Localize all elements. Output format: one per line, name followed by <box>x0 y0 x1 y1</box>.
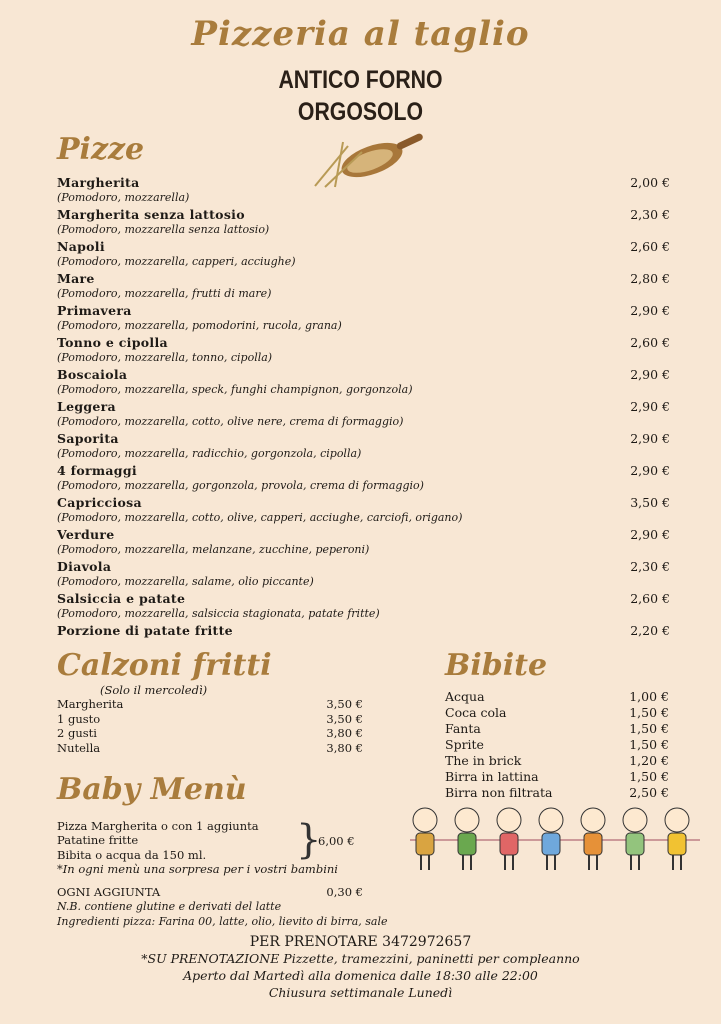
pizza-ingredients: (Pomodoro, mozzarella, tonno, cipolla) <box>57 351 273 364</box>
allergen-note: N.B. contiene glutine e derivati del latte <box>57 900 282 913</box>
pizza-item <box>57 431 670 461</box>
calzone-name: Margherita <box>57 697 124 711</box>
pizza-ingredients: (Pomodoro, mozzarella, salame, olio piccante) <box>57 575 314 588</box>
pizza-price: 2,60 € <box>630 335 670 350</box>
restaurant-name: ANTICO FORNO <box>278 66 443 94</box>
drink-name: Birra non filtrata <box>445 785 553 800</box>
closing-day: Chiusura settimanale Lunedì <box>268 985 453 1000</box>
restaurant-location: ORGOSOLO <box>297 98 424 126</box>
pizza-name: Boscaiola <box>57 367 128 382</box>
pizza-name: Tonno e cipolla <box>57 335 168 350</box>
pizza-ingredients: (Pomodoro, mozzarella, salsiccia stagionata, patate fritte) <box>57 607 380 620</box>
pizza-price: 3,50 € <box>630 495 670 510</box>
pizza-name: Porzione di patate fritte <box>57 623 233 638</box>
drink-price: 1,00 € <box>629 689 669 704</box>
calzone-item <box>57 712 363 727</box>
pizza-name: Leggera <box>57 399 116 414</box>
ingredients-note: Ingredienti pizza: Farina 00, latte, olio, lievito di birra, sale <box>57 915 388 928</box>
pizza-item <box>57 463 670 493</box>
pizza-item <box>57 591 670 621</box>
pizza-price: 2,90 € <box>630 463 670 478</box>
pizza-item <box>57 239 670 269</box>
pizza-ingredients: (Pomodoro, mozzarella) <box>57 191 190 204</box>
drink-item <box>445 706 669 721</box>
pizza-name: Salsiccia e patate <box>57 591 186 606</box>
baby-item: Patatine fritte <box>57 833 139 847</box>
pizza-price: 2,60 € <box>630 591 670 606</box>
pizza-name: Margherita senza lattosio <box>57 207 245 222</box>
baby-item: Pizza Margherita o con 1 aggiunta <box>57 819 259 833</box>
baby-note: *In ogni menù una sorpresa per i vostri bambini <box>57 862 338 876</box>
drink-name: Acqua <box>445 689 485 704</box>
drink-item <box>445 690 669 705</box>
calzoni-heading: Calzoni fritti <box>57 648 272 683</box>
drink-name: Fanta <box>445 721 481 736</box>
child-figure <box>581 808 605 870</box>
child-figure <box>623 808 647 870</box>
pizza-ingredients: (Pomodoro, mozzarella, cotto, olive nere, crema di formaggio) <box>57 415 404 428</box>
pizza-item <box>57 175 670 205</box>
pizza-name: Mare <box>57 271 95 286</box>
pizza-price: 2,30 € <box>630 559 670 574</box>
calzone-name: 2 gusti <box>57 726 97 740</box>
pizza-name: Primavera <box>57 303 132 318</box>
pizza-item <box>57 335 670 365</box>
calzone-price: 3,80 € <box>326 740 363 755</box>
pizza-ingredients: (Pomodoro, mozzarella senza lattosio) <box>57 223 270 236</box>
drink-name: Coca cola <box>445 705 507 720</box>
calzone-price: 3,50 € <box>326 697 363 711</box>
pizza-item <box>57 495 670 525</box>
pizza-price: 2,20 € <box>630 623 670 638</box>
calzone-item <box>57 697 363 712</box>
drink-item <box>445 786 669 801</box>
pizza-ingredients: (Pomodoro, mozzarella, cotto, olive, capperi, acciughe, carciofi, origano) <box>57 511 463 524</box>
pizza-name: Verdure <box>57 527 115 542</box>
extra-row <box>57 885 363 900</box>
pizza-item <box>57 399 670 429</box>
pizza-price: 2,80 € <box>630 271 670 286</box>
calzone-name: Nutella <box>57 740 101 755</box>
pizza-price: 2,90 € <box>630 527 670 542</box>
calzone-item <box>57 726 363 741</box>
drink-item <box>445 770 669 785</box>
pizza-name: Capricciosa <box>57 495 142 510</box>
pizza-ingredients: (Pomodoro, mozzarella, gorgonzola, provola, crema di formaggio) <box>57 479 424 492</box>
calzone-price: 3,80 € <box>326 726 363 740</box>
baby-menu-heading: Baby Menù <box>57 772 247 807</box>
pizza-price: 2,90 € <box>630 367 670 382</box>
booking-phone: PER PRENOTARE 3472972657 <box>249 934 472 950</box>
pizza-name: Napoli <box>57 239 105 254</box>
calzoni-note: (Solo il mercoledì) <box>100 683 208 697</box>
child-figure <box>413 808 437 870</box>
pizza-item <box>57 527 670 557</box>
child-figure <box>455 808 479 870</box>
calzone-name: 1 gusto <box>57 711 101 726</box>
pizza-price: 2,90 € <box>630 399 670 414</box>
pizza-item <box>57 559 670 589</box>
pizza-name: Diavola <box>57 559 112 574</box>
reservation-note: *SU PRENOTAZIONE Pizzette, tramezzini, paninetti per compleanno <box>141 951 580 966</box>
pizze-heading: Pizze <box>57 132 145 167</box>
drink-item <box>445 722 669 737</box>
pizza-price: 2,30 € <box>630 207 670 222</box>
pizza-ingredients: (Pomodoro, mozzarella, frutti di mare) <box>57 287 272 300</box>
calzone-price: 3,50 € <box>326 711 363 726</box>
pizza-ingredients: (Pomodoro, mozzarella, radicchio, gorgonzola, cipolla) <box>57 447 362 460</box>
drink-name: Sprite <box>445 737 484 752</box>
children-illustration <box>405 800 705 875</box>
child-figure <box>539 808 563 870</box>
pizza-item <box>57 271 670 301</box>
pizza-name: 4 formaggi <box>57 463 137 478</box>
pizza-name: Margherita <box>57 175 140 190</box>
pizza-ingredients: (Pomodoro, mozzarella, capperi, acciughe) <box>57 255 296 268</box>
child-figure <box>665 808 689 870</box>
drink-price: 2,50 € <box>629 785 669 800</box>
pizza-ingredients: (Pomodoro, mozzarella, pomodorini, rucola, grana) <box>57 319 342 332</box>
extra-price: 0,30 € <box>326 885 363 899</box>
calzone-item <box>57 741 363 756</box>
drink-price: 1,20 € <box>629 753 669 768</box>
drink-price: 1,50 € <box>629 769 669 784</box>
baby-price: 6,00 € <box>318 834 355 848</box>
pizza-item <box>57 303 670 333</box>
pizza-item <box>57 623 670 638</box>
pizza-ingredients: (Pomodoro, mozzarella, speck, funghi champignon, gorgonzola) <box>57 383 413 396</box>
pizza-item <box>57 367 670 397</box>
extra-label: OGNI AGGIUNTA <box>57 885 161 899</box>
drink-price: 1,50 € <box>629 737 669 752</box>
drink-price: 1,50 € <box>629 721 669 736</box>
pizza-ingredients: (Pomodoro, mozzarella, melanzane, zucchine, peperoni) <box>57 543 370 556</box>
pizza-item <box>57 207 670 237</box>
brace: } <box>296 817 322 863</box>
drink-item <box>445 738 669 753</box>
pizza-name: Saporita <box>57 431 119 446</box>
baby-item: Bibita o acqua da 150 ml. <box>57 848 207 862</box>
drink-name: Birra in lattina <box>445 769 539 784</box>
pizza-price: 2,90 € <box>630 303 670 318</box>
child-figure <box>497 808 521 870</box>
drink-item <box>445 754 669 769</box>
opening-hours: Aperto dal Martedì alla domenica dalle 18:30 alle 22:00 <box>183 968 538 983</box>
pizza-price: 2,00 € <box>630 175 670 190</box>
pizza-price: 2,90 € <box>630 431 670 446</box>
drink-price: 1,50 € <box>629 705 669 720</box>
drink-name: The in brick <box>445 753 522 768</box>
pizza-price: 2,60 € <box>630 239 670 254</box>
restaurant-title: Pizzeria al taglio <box>191 14 530 54</box>
bibite-heading: Bibite <box>445 648 548 683</box>
